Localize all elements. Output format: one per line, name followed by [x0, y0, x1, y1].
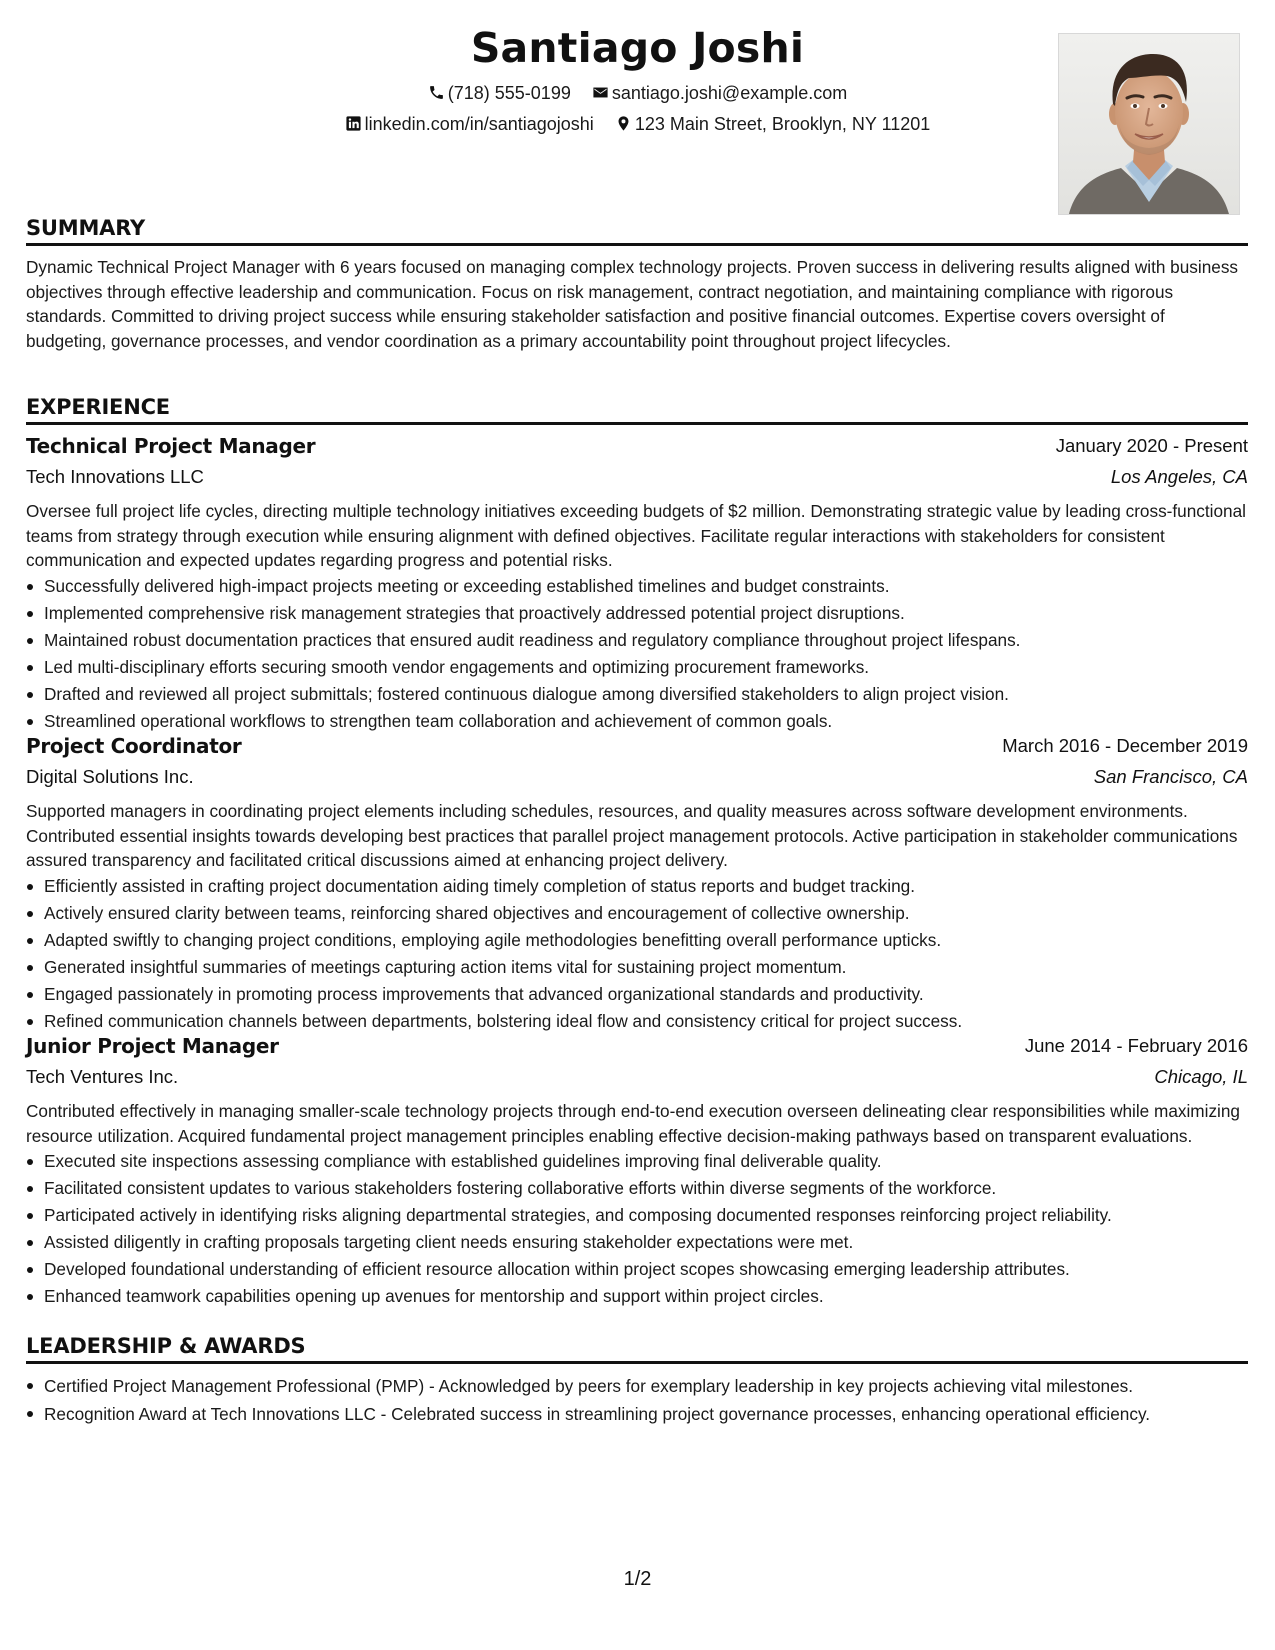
job-bullet: Engaged passionately in promoting process improvements that advanced organizational standards and productivity. [44, 981, 1248, 1008]
job-bullet: Facilitated consistent updates to various stakeholders fostering collaborative efforts within diverse segments of the workforce. [44, 1175, 1248, 1202]
map-pin-icon [615, 115, 632, 132]
profile-photo [1058, 33, 1240, 215]
job-bullet: Drafted and reviewed all project submittals; fostered continuous dialogue among diversified stakeholders to align project vision. [44, 681, 1248, 708]
portrait-image [1059, 34, 1239, 214]
job-bullet: Adapted swiftly to changing project conditions, employing agile methodologies benefitting overall performance upticks. [44, 927, 1248, 954]
job-dates: March 2016 - December 2019 [1002, 735, 1248, 756]
job-bullet-list [26, 873, 1248, 1035]
job-bullet: Implemented comprehensive risk management strategies that proactively addressed potential project disruptions. [44, 600, 1248, 627]
job-bullet: Participated actively in identifying risks aligning departmental strategies, and composing documented responses reinforcing project reliability. [44, 1202, 1248, 1229]
awards-list [26, 1374, 1248, 1426]
job-bullet: Actively ensured clarity between teams, reinforcing shared objectives and encouragement of collective ownership. [44, 900, 1248, 927]
job-company: Tech Innovations LLC [26, 466, 204, 487]
job-dates: June 2014 - February 2016 [1024, 1035, 1248, 1056]
job-bullet: Assisted diligently in crafting proposals targeting client needs ensuring stakeholder expectations were met. [44, 1229, 1248, 1256]
contact-phone [428, 81, 571, 105]
job-location: San Francisco, CA [1093, 766, 1248, 787]
job-bullet: Executed site inspections assessing compliance with established guidelines improving final deliverable quality. [44, 1148, 1248, 1175]
linkedin-text[interactable]: linkedin.com/in/santiagojoshi [364, 114, 594, 134]
award-item: Certified Project Management Professional (PMP) - Acknowledged by peers for exemplary leadership in key projects achieving vital milestones. [44, 1374, 1248, 1399]
job-bullet: Enhanced teamwork capabilities opening up avenues for mentorship and support within project circles. [44, 1283, 1248, 1310]
award-item: Recognition Award at Tech Innovations LLC - Celebrated success in streamlining project governance processes, enhancing operational efficiency. [44, 1402, 1248, 1427]
envelope-icon [592, 84, 609, 101]
job-bullet: Streamlined operational workflows to strengthen team collaboration and achievement of common goals. [44, 708, 1248, 735]
awards-block [26, 1374, 1248, 1429]
contact-linkedin[interactable] [345, 112, 594, 136]
job-bullet: Refined communication channels between departments, bolstering ideal flow and consistency critical for project success. [44, 1008, 1248, 1035]
address-text: 123 Main Street, Brooklyn, NY 11201 [634, 114, 931, 134]
job-bullet-list [26, 1148, 1248, 1310]
contact-address [615, 112, 931, 136]
job-company: Digital Solutions Inc. [26, 766, 194, 787]
contact-email[interactable] [592, 81, 847, 105]
section-title-awards: LEADERSHIP & AWARDS [26, 1333, 1248, 1364]
linkedin-icon [345, 115, 362, 132]
phone-text: (718) 555-0199 [447, 83, 571, 103]
section-title-experience: EXPERIENCE [26, 394, 1248, 425]
job-title: Technical Project Manager [26, 434, 316, 458]
job-dates: January 2020 - Present [1055, 435, 1248, 456]
candidate-name: Santiago Joshi [470, 24, 805, 72]
job-location: Chicago, IL [1154, 1066, 1248, 1087]
summary-text: Dynamic Technical Project Manager with 6 years focused on managing complex technology projects. Proven success in delivering results aligned with business objectives through effective leadership and communication. Focus on risk management, contract negotiation, and maintaining compliance with rigorous standards. Committed to driving project success while ensuring stakeholder satisfaction and positive financial outcomes. Expertise covers oversight of budgeting, governance processes, and vendor coordination as a primary accountability point throughout project lifecycles. [26, 257, 1239, 351]
job-location: Los Angeles, CA [1110, 466, 1248, 487]
job-title: Junior Project Manager [26, 1034, 279, 1058]
job-bullet: Maintained robust documentation practices that ensured audit readiness and regulatory compliance throughout project lifespans. [44, 627, 1248, 654]
job-description: Supported managers in coordinating project elements including schedules, resources, and quality measures across software development environments. Contributed essential insights towards developing best practices that parallel project management protocols. Active participation in stakeholder communications assured transparency and facilitated critical discussions aimed at enhancing project delivery. [26, 801, 1238, 871]
job-entry [26, 431, 1248, 735]
job-bullet: Efficiently assisted in crafting project documentation aiding timely completion of status reports and budget tracking. [44, 873, 1248, 900]
job-bullet: Generated insightful summaries of meetings capturing action items vital for sustaining project momentum. [44, 954, 1248, 981]
email-text[interactable]: santiago.joshi@example.com [611, 83, 848, 103]
job-bullet: Developed foundational understanding of efficient resource allocation within project scopes showcasing emerging leadership attributes. [44, 1256, 1248, 1283]
phone-icon [428, 84, 445, 101]
job-bullet: Successfully delivered high-impact projects meeting or exceeding established timelines and budget constraints. [44, 573, 1248, 600]
job-description: Oversee full project life cycles, directing multiple technology initiatives exceeding budgets of $2 million. Demonstrating strategic value by leading cross-functional teams from strategy through execution while ensuring alignment with defined objectives. Facilitate regular interactions with stakeholders for consistent communication and expected updates regarding progress and potential risks. [26, 501, 1246, 571]
section-title-summary: SUMMARY [26, 215, 1248, 246]
job-bullet: Led multi-disciplinary efforts securing smooth vendor engagements and optimizing procurement frameworks. [44, 654, 1248, 681]
job-entry [26, 731, 1248, 1035]
job-bullet-list [26, 573, 1248, 735]
page-number: 1/2 [623, 1568, 652, 1590]
job-entry [26, 1031, 1248, 1310]
job-title: Project Coordinator [26, 734, 242, 758]
job-description: Contributed effectively in managing smaller-scale technology projects through end-to-end execution overseen delineating clear responsibilities while maximizing resource utilization. Acquired fundamental project management principles enabling effective decision-making pathways based on transparent evaluations. [26, 1101, 1240, 1146]
job-company: Tech Ventures Inc. [26, 1066, 179, 1087]
